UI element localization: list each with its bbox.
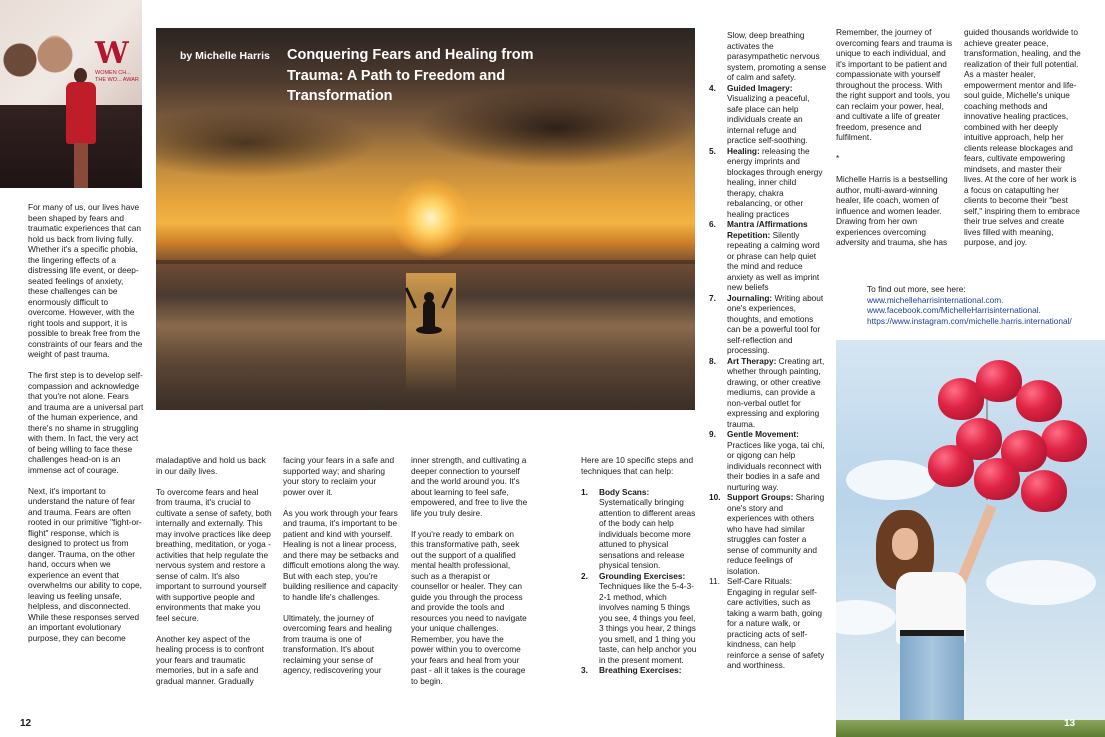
step-text: Silently repeating a calming word or phrase can help quiet the mind and reduce anxiety as well as imprint new beliefs — [727, 229, 820, 292]
step-text: Sharing one's story and experiences with others who have had similar struggles can foster a sense of community and reduce feelings of isolation. — [727, 492, 825, 576]
step-heading: Healing: — [727, 145, 760, 156]
step-heading: Journaling: — [727, 292, 773, 303]
list-item — [709, 83, 827, 146]
speaker-figure — [62, 68, 100, 188]
step-heading: Mantra /Affirmations Repetition: — [727, 219, 808, 240]
text-column-1 — [28, 202, 144, 643]
step-text: Techniques like the 5-4-3-2-1 method, which involves naming 5 things you see, 4 things you feel, 3 things you hear, 2 things you smell, and 1 thing you taste, can help anchor you in the present moment. — [599, 581, 697, 665]
step-number: 9. — [709, 429, 716, 439]
text-column-5 — [581, 455, 699, 676]
list-item — [709, 576, 827, 671]
step-number: 11. — [709, 576, 720, 586]
paragraph: Remember, the journey of overcoming fears and trauma is unique to each individual, and it's important to be patient and compassionate with yourself throughout the process. With the right support and tools, you can reclaim your power, heal, and cultivate a life of greater freedom, presence and fulfilment. — [836, 27, 953, 142]
paragraph: Another key aspect of the healing process is to confront your fears and traumatic memories, but in a safe and gradual manner. Gradually — [156, 633, 264, 686]
step-3-continuation: Slow, deep breathing activates the parasympathetic nervous system, promoting a sense of calm and safety. — [727, 30, 827, 82]
article-byline: by Michelle Harris — [180, 50, 270, 62]
facebook-link[interactable]: www.facebook.com/MichelleHarrisinternational. — [867, 305, 1041, 315]
more-info-heading: To find out more, see here: — [867, 284, 966, 294]
steps-list-part-2 — [709, 83, 827, 671]
award-logo-icon: W — [95, 36, 129, 71]
step-text: releasing the energy imprints and blockages through energy healing, inner child therapy, chakra rebalancing, or other healing practices — [727, 145, 823, 219]
step-text: Practices like yoga, tai chi, or qigong can help individuals reconnect with their bodies in a safe and nurturing way. — [727, 439, 825, 492]
list-item — [581, 571, 699, 666]
page-number-right: 13 — [1064, 718, 1076, 729]
author-bio: Michelle Harris is a bestselling author, multi-award-winning healer, life coach, women of influence and women leader. Drawing from her own experiences overcoming adversity and trauma, she has — [836, 174, 948, 247]
paragraph: maladaptive and hold us back in our daily lives. — [156, 455, 266, 476]
step-number: 3. — [581, 665, 588, 675]
step-heading: Grounding Exercises: — [599, 570, 686, 581]
speaker-photo — [0, 0, 142, 188]
text-column-8 — [964, 27, 1082, 248]
step-number: 8. — [709, 355, 716, 366]
step-number: 2. — [581, 570, 588, 581]
list-item — [581, 487, 699, 571]
text-column-4 — [411, 455, 528, 686]
steps-list-part-1 — [581, 487, 699, 676]
step-number: 1. — [581, 486, 588, 497]
paragraph: inner strength, and cultivating a deeper connection to yourself and the world around you. It's about learning to feel safe, empowered, and free to live the life you truly desire. — [411, 455, 528, 518]
section-divider: * — [836, 153, 840, 163]
step-number: 5. — [709, 145, 716, 156]
list-item — [709, 293, 827, 356]
heart-balloon-icon — [976, 360, 1022, 402]
steps-intro: Here are 10 specific steps and techniques that can help: — [581, 455, 694, 476]
instagram-link[interactable]: https://www.instagram.com/michelle.harris.international/ — [867, 315, 1072, 326]
heart-balloon-icon — [1021, 470, 1067, 512]
step-text: Systematically bringing attention to different areas of the body can help individuals become more attuned to physical sensations and release physical tension. — [599, 497, 696, 570]
list-item — [709, 356, 827, 430]
step-heading: Gentle Movement: — [727, 429, 799, 439]
step-heading: Breathing Exercises: — [599, 665, 682, 675]
step-number: 7. — [709, 292, 716, 303]
website-link[interactable]: www.michelleharrisinternational.com. — [867, 294, 1004, 305]
list-item — [709, 492, 827, 576]
step-number: 6. — [709, 219, 716, 229]
text-column-6 — [709, 30, 827, 671]
paragraph: Next, it's important to understand the nature of fear and trauma. Fears are often rooted in our primitive "fight-or-flight" response, which is designed to protect us from danger. Trauma, on the other hand, occurs when we experience an event that overwhelms our ability to cope, leaving us feeling unsafe, helpless, and disconnected. While these responses served an important evolutionary purpose, they can become — [28, 485, 142, 643]
list-item — [709, 146, 827, 220]
paragraph: The first step is to develop self-compassion and acknowledge that you're not alone. Fears and trauma are a universal part of the human experience, and there's no shame in struggling with them. In fact, the very act of being willing to face these challenges head-on is an immense act of courage. — [28, 370, 144, 475]
meditating-figure-icon — [414, 286, 444, 346]
paragraph: facing your fears in a safe and supported way; and sharing your story to reclaim your power over it. — [283, 455, 395, 497]
heart-balloon-icon — [1016, 380, 1062, 422]
text-column-3 — [283, 455, 400, 676]
heart-balloon-icon — [928, 445, 974, 487]
paragraph: To overcome fears and heal from trauma, it's crucial to cultivate a sense of safety, both internally and externally. This may involve practices like deep breathing, meditation, or yoga - activities that help regulate the nervous system and restore a sense of calm. It's also important to surround yourself with supportive people and environments that make you feel secure. — [156, 486, 272, 623]
paragraph: As you work through your fears and trauma, it's important to be patient and kind with yourself. Healing is not a linear process, and there may be setbacks and difficult emotions along the way. But with each step, you're building resilience and capacity to handle life's challenges. — [283, 507, 400, 602]
heart-balloon-icon — [974, 458, 1020, 500]
paragraph: Ultimately, the journey of overcoming fears and healing from trauma is one of transformation. It's about reclaiming your sense of agency, rediscovering your — [283, 612, 392, 675]
more-info-block — [867, 284, 1097, 326]
text-column-2 — [156, 455, 273, 686]
list-item — [709, 219, 827, 293]
step-heading: Art Therapy: — [727, 355, 777, 366]
text-column-7 — [836, 27, 954, 248]
paragraph: For many of us, our lives have been shaped by fears and traumatic experiences that can hold us back from living fully. Whether it's a specific phobia, the lingering effects of a distressing life event, or deep-seated feelings of anxiety, these challenges can be enormously difficult to overcome. However, with the right tools and support, it is possible to break free from the constraints of our fears and the weight of past trauma. — [28, 202, 143, 359]
step-text: Self-Care Rituals: Engaging in regular self-care activities, such as taking a warm bath, going for a nature walk, or practicing acts of self-kindness, can help reinforce a sense of safety and worthiness. — [727, 576, 825, 670]
list-item — [709, 429, 827, 492]
article-title: Conquering Fears and Healing from Trauma: A Path to Freedom and Transformation — [287, 47, 534, 104]
step-text: Writing about one's experiences, thoughts, and emotions can be a powerful tool for self-reflection and processing. — [727, 292, 824, 355]
step-heading: Body Scans: — [599, 486, 650, 497]
step-number: 4. — [709, 82, 716, 93]
author-bio-continued: guided thousands worldwide to achieve greater peace, transformation, healing, and the realization of their full potential. As a master healer, empowerment mentor and life-soul guide, Michelle's unique coaching methods and innovative healing practices, combined with her deeply intuitive approach, help her clients release blockages and fears, cultivate empowering mindsets, and master their lives. At the core of her work is a focus on catapulting her clients to become their "best self," inspiring them to embrace their true selves and create lives filled with meaning, purpose, and joy. — [964, 27, 1081, 247]
award-screen-text: WOMEN CH... THE WO... AWAR — [95, 70, 139, 83]
page-number-left: 12 — [20, 718, 32, 729]
sun-icon — [391, 178, 471, 258]
paragraph: If you're ready to embark on this transformative path, seek out the support of a qualified mental health professional, such as a therapist or counsellor or healer. They can guide you through the process and provide the tools and resources you need to navigate your unique challenges. Remember, you have the power within you to overcome your fears and heal from your past - all it takes is the courage to begin. — [411, 528, 527, 686]
list-item — [581, 665, 699, 676]
step-text: Creating art, whether through painting, drawing, or other creative mediums, can provide a non-verbal outlet for expressing and exploring trauma. — [727, 355, 825, 429]
step-heading: Support Groups: — [727, 492, 794, 502]
heart-balloon-icon — [1041, 420, 1087, 462]
step-heading: Guided Imagery: — [727, 82, 793, 93]
step-number: 10. — [709, 492, 721, 502]
balloons-photo — [836, 340, 1105, 737]
step-text: Visualizing a peaceful, safe place can help individuals create an internal refuge and practice self-soothing. — [727, 93, 810, 145]
